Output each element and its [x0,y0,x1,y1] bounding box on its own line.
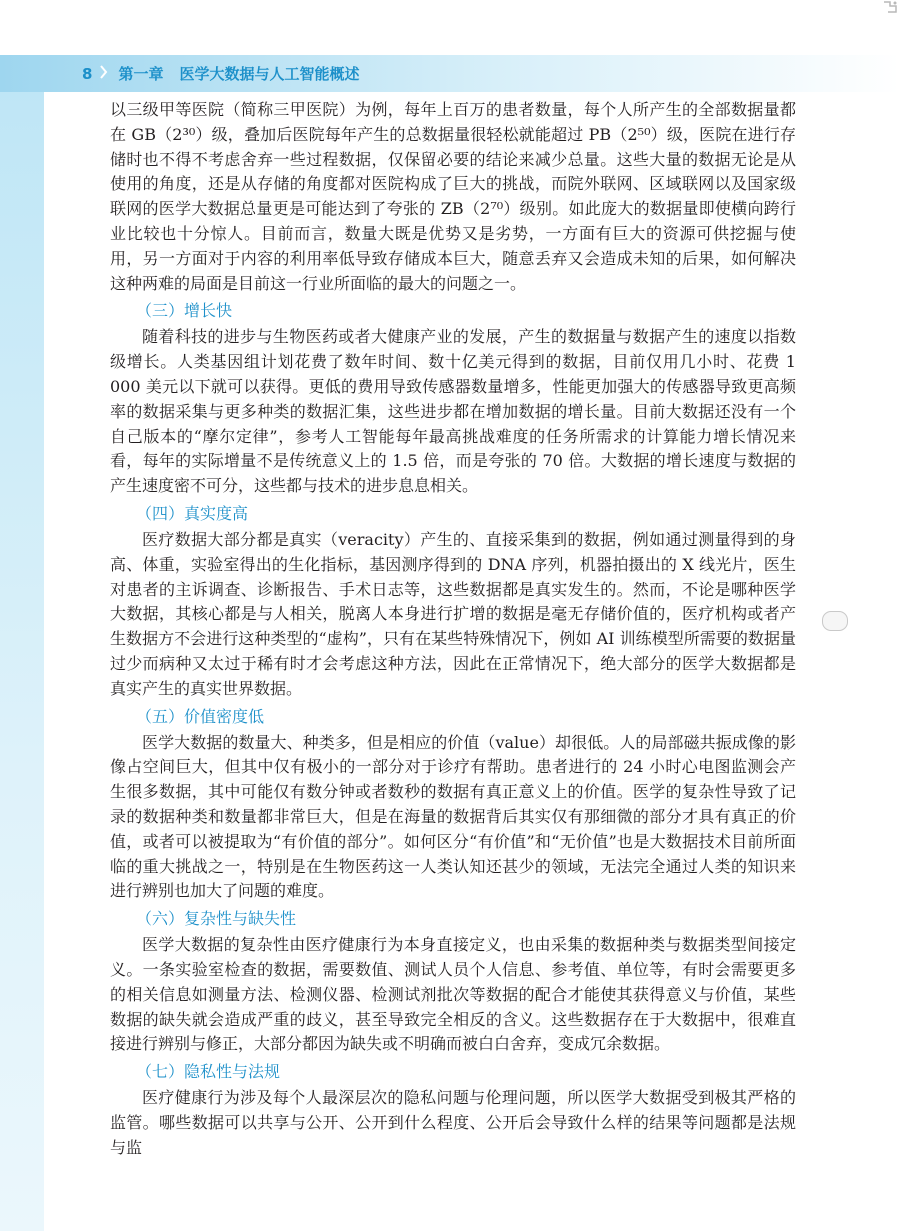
page-body [110,98,796,1160]
running-header [0,55,900,92]
paragraph-privacy: 医疗健康行为涉及每个人最深层次的隐私问题与伦理问题，所以医学大数据受到极其严格的监管。哪些数据可以共享与公开、公开到什么程度、公开后会导致什么样的结果等问题都是法规与监 [110,1088,796,1157]
page-number: 8 [82,64,93,83]
paragraph-growth: 随着科技的进步与生物医药或者大健康产业的发展，产生的数据量与数据产生的速度以指数级增长。人类基因组计划花费了数年时间、数十亿美元得到的数据，目前仅用几小时、花费 1 000 美元以下就可以获得。更低的费用导致传感器数量增多，性能更加强大的传感器导致更高频率的数据采集与更多种类的数据汇集，这些进步都在增加数据的增长量。目前大数据还没有一个自己版本的“摩尔定律”，参考人工智能每年最高挑战难度的任务所需求的计算能力增长情况来看，每年的实际增量不是传统意义上的 1.5 倍，而是夸张的 70 倍。大数据的增长速度与数据的产生速度密不可分，这些都与技术的进步息息相关。 [110,327,796,496]
paragraph-intro: 以三级甲等医院（简称三甲医院）为例，每年上百万的患者数量，每个人所产生的全部数据量都在 GB（2³⁰）级，叠加后医院每年产生的总数据量很轻松就能超过 PB（2⁵⁰）级，医院在进行存储时也不得不考虑舍弃一些过程数据，仅保留必要的结论来减少总量。这些大量的数据无论是从使用的角度，还是从存储的角度都对医院构成了巨大的挑战，而院外联网、区域联网以及国家级联网的医学大数据总量更是可能达到了夸张的 ZB（2⁷⁰）级别。如此庞大的数据量即使横向跨行业比较也十分惊人。目前而言，数量大既是优势又是劣势，一方面有巨大的资源可供挖掘与使用，另一方面对于内容的利用率低导致存储成本巨大，随意丢弃又会造成未知的后果，如何解决这种两难的局面是目前这一行业所面临的最大的问题之一。 [110,100,796,293]
section-heading-growth: （三）增长快 [136,301,233,321]
margin-tab-icon [822,611,848,631]
section-heading-veracity: （四）真实度高 [136,503,249,523]
paragraph-value: 医学大数据的数量大、种类多，但是相应的价值（value）却很低。人的局部磁共振成像的影像占空间巨大，但其中仅有极小的一部分对于诊疗有帮助。患者进行的 24 小时心电图监测会产生很多数据，其中可能仅有数分钟或者数秒的数据有真正意义上的价值。医学的复杂性导致了记录的数据种类和数量都非常巨大，但是在海量的数据背后其实仅有那细微的部分才具有真正的价值，或者可以被提取为“有价值的部分”。如何区分“有价值”和“无价值”也是大数据技术目前所面临的重大挑战之一，特别是在生物医药这一人类认知还甚少的领域，无法完全通过人类的知识来进行辨别也加大了问题的难度。 [110,732,796,901]
side-band [0,92,44,1231]
paragraph-veracity: 医疗数据大部分都是真实（veracity）产生的、直接采集到的数据，例如通过测量得到的身高、体重，实验室得出的生化指标，基因测序得到的 DNA 序列，机器拍摄出的 X 线光片，医生对患者的主诉调查、诊断报告、手术日志等，这些数据都是真实发生的。然而，不论是哪种医学大数据，其核心都是与人相关，脱离人本身进行扩增的数据是毫无存储价值的，医疗机构或者产生数据方不会进行这种类型的“虚构”，只有在某些特殊情况下，例如 AI 训练模型所需要的数据量过少而病种又太过于稀有时才会考虑这种方法，因此在正常情况下，绝大部分的医学大数据都是真实产生的真实世界数据。 [110,529,796,698]
section-heading-complexity: （六）复杂性与缺失性 [136,909,297,929]
chapter-label: 第一章 [118,65,164,83]
chapter-title: 医学大数据与人工智能概述 [179,65,360,83]
section-heading-value: （五）价值密度低 [136,706,265,726]
paragraph-complexity: 医学大数据的复杂性由医疗健康行为本身直接定义，也由采集的数据种类与数据类型间接定义。一条实验室检查的数据，需要数值、测试人员个人信息、参考值、单位等，有时会需要更多的相关信息如测量方法、检测仪器、检测试剂批次等数据的配合才能使其获得意义与价值，某些数据的缺失就会造成严重的歧义，甚至导致完全相反的含义。这些数据存在于大数据中，很难直接进行辨别与修正，大部分都因为缺失或不明确而被白白舍弃，变成冗余数据。 [110,935,796,1054]
chevron-right-icon [100,64,108,83]
section-heading-privacy: （七）隐私性与法规 [136,1062,281,1082]
corner-mark-icon [882,0,900,14]
